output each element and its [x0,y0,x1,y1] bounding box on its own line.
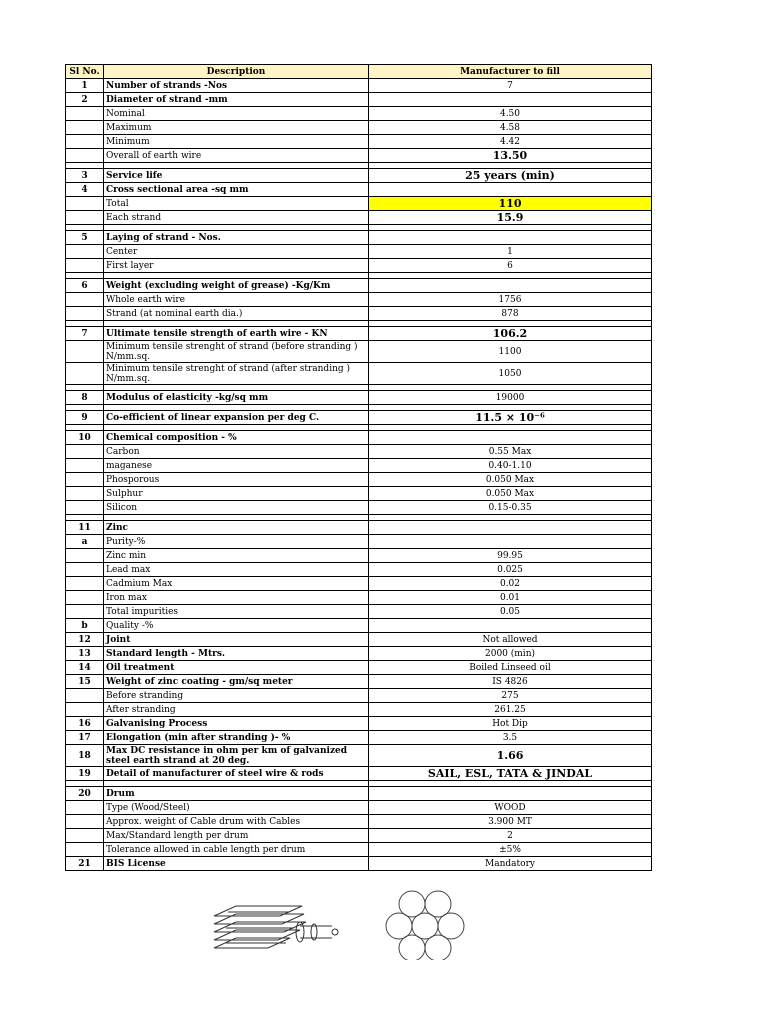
header-manufacturer-to-fill: Manufacturer to fill [369,65,652,79]
value-cell: 1100 [369,341,652,363]
sl-no-cell: 13 [66,647,104,661]
value-cell: 0.02 [369,577,652,591]
description-cell: Service life [104,169,369,183]
value-cell: 11.5 × 10⁻⁶ [369,411,652,425]
value-cell: 6 [369,259,652,273]
table-row [66,183,652,197]
table-row [66,675,652,689]
table-row [66,591,652,605]
sl-no-cell [66,149,104,163]
value-cell: IS 4826 [369,675,652,689]
description-cell: First layer [104,259,369,273]
value-cell: Boiled Linseed oil [369,661,652,675]
table-row [66,445,652,459]
description-cell: Cross sectional area -sq mm [104,183,369,197]
header-description: Description [104,65,369,79]
table-row [66,717,652,731]
table-row [66,605,652,619]
value-cell: 0.025 [369,563,652,577]
sl-no-cell [66,341,104,363]
specification-table [65,64,652,871]
table-row [66,169,652,183]
sl-no-cell [66,703,104,717]
table-row [66,487,652,501]
table-row [66,633,652,647]
sl-no-cell [66,135,104,149]
sl-no-cell [66,829,104,843]
value-cell [369,535,652,549]
value-cell: 0.55 Max [369,445,652,459]
value-cell: ±5% [369,843,652,857]
description-cell: Purity-% [104,535,369,549]
table-row [66,501,652,515]
table-row [66,93,652,107]
table-header-row [66,65,652,79]
table-row [66,563,652,577]
description-cell: Sulphur [104,487,369,501]
table-row [66,745,652,767]
description-cell: Center [104,245,369,259]
sl-no-cell: 19 [66,767,104,781]
value-cell: 0.05 [369,605,652,619]
description-cell: Approx. weight of Cable drum with Cables [104,815,369,829]
sl-no-cell: 5 [66,231,104,245]
description-cell: Zinc [104,521,369,535]
description-cell: Minimum [104,135,369,149]
sl-no-cell: 4 [66,183,104,197]
description-cell: Minimum tensile strenght of strand (before stranding ) N/mm.sq. [104,341,369,363]
value-cell: 261.25 [369,703,652,717]
value-cell [369,93,652,107]
wire-illustrations [0,880,768,960]
value-cell: SAIL, ESL, TATA & JINDAL [369,767,652,781]
sl-no-cell [66,605,104,619]
sl-no-cell [66,459,104,473]
description-cell: Cadmium Max [104,577,369,591]
description-cell: Quality -% [104,619,369,633]
description-cell: Laying of strand - Nos. [104,231,369,245]
description-cell: Type (Wood/Steel) [104,801,369,815]
value-cell: 0.40-1.10 [369,459,652,473]
table-row [66,121,652,135]
table-row [66,829,652,843]
description-cell: Overall of earth wire [104,149,369,163]
table-row [66,689,652,703]
value-cell: 3.900 MT [369,815,652,829]
value-cell [369,521,652,535]
table-row [66,647,652,661]
value-cell: 25 years (min) [369,169,652,183]
table-row [66,619,652,633]
description-cell: Galvanising Process [104,717,369,731]
value-cell [369,787,652,801]
table-row [66,843,652,857]
table-row [66,767,652,781]
sl-no-cell [66,197,104,211]
table-row [66,245,652,259]
sl-no-cell: 7 [66,327,104,341]
value-cell [369,231,652,245]
table-row [66,731,652,745]
description-cell: Carbon [104,445,369,459]
sl-no-cell [66,307,104,321]
seven-strand-cross-section [386,891,464,960]
value-cell: 1756 [369,293,652,307]
value-cell: Mandatory [369,857,652,871]
description-cell: Detail of manufacturer of steel wire & rods [104,767,369,781]
description-cell: Standard length - Mtrs. [104,647,369,661]
description-cell: Weight (excluding weight of grease) -Kg/Km [104,279,369,293]
table-row [66,473,652,487]
table-row [66,149,652,163]
description-cell: Tolerance allowed in cable length per drum [104,843,369,857]
table-row [66,801,652,815]
value-cell: 106.2 [369,327,652,341]
table-row [66,815,652,829]
table-row [66,341,652,363]
value-cell: 99.95 [369,549,652,563]
value-cell [369,279,652,293]
sl-no-cell [66,549,104,563]
description-cell: Total impurities [104,605,369,619]
table-row [66,327,652,341]
value-cell: 110 [369,197,652,211]
stranded-wire-side-view [214,906,338,948]
sl-no-cell [66,591,104,605]
description-cell: Total [104,197,369,211]
sl-no-cell: 14 [66,661,104,675]
sl-no-cell [66,577,104,591]
description-cell: Maximum [104,121,369,135]
description-cell: Chemical composition - % [104,431,369,445]
sl-no-cell: 16 [66,717,104,731]
description-cell: Diameter of strand -mm [104,93,369,107]
description-cell: Lead max [104,563,369,577]
sl-no-cell: 15 [66,675,104,689]
description-cell: Joint [104,633,369,647]
sl-no-cell [66,293,104,307]
sl-no-cell [66,473,104,487]
description-cell: Number of strands -Nos [104,79,369,93]
table-row [66,279,652,293]
description-cell: Each strand [104,211,369,225]
table-row [66,521,652,535]
value-cell: 0.050 Max [369,487,652,501]
description-cell: BIS License [104,857,369,871]
description-cell: Zinc min [104,549,369,563]
value-cell: 4.42 [369,135,652,149]
value-cell: 2000 (min) [369,647,652,661]
value-cell: 1.66 [369,745,652,767]
sl-no-cell [66,121,104,135]
value-cell: 2 [369,829,652,843]
sl-no-cell [66,843,104,857]
description-cell: Ultimate tensile strength of earth wire - KN [104,327,369,341]
table-row [66,411,652,425]
sl-no-cell: 11 [66,521,104,535]
table-row [66,259,652,273]
value-cell: 19000 [369,391,652,405]
sl-no-cell: 12 [66,633,104,647]
sl-no-cell: 9 [66,411,104,425]
value-cell: 7 [369,79,652,93]
description-cell: Iron max [104,591,369,605]
value-cell [369,183,652,197]
header-sl-no: Sl No. [66,65,104,79]
sl-no-cell: 1 [66,79,104,93]
description-cell: Co-efficient of linear expansion per deg C. [104,411,369,425]
value-cell: 4.50 [369,107,652,121]
description-cell: Oil treatment [104,661,369,675]
table-row [66,293,652,307]
sl-no-cell [66,689,104,703]
description-cell: Max DC resistance in ohm per km of galvanized steel earth strand at 20 deg. [104,745,369,767]
value-cell: 1 [369,245,652,259]
description-cell: Weight of zinc coating - gm/sq meter [104,675,369,689]
sl-no-cell: 20 [66,787,104,801]
description-cell: Minimum tensile strenght of strand (after stranding ) N/mm.sq. [104,363,369,385]
sl-no-cell [66,815,104,829]
description-cell: Drum [104,787,369,801]
table-row [66,857,652,871]
sl-no-cell [66,445,104,459]
sl-no-cell [66,487,104,501]
value-cell: 4.58 [369,121,652,135]
value-cell: WOOD [369,801,652,815]
table-row [66,211,652,225]
value-cell: Hot Dip [369,717,652,731]
value-cell: Not allowed [369,633,652,647]
description-cell: maganese [104,459,369,473]
table-row [66,549,652,563]
value-cell: 15.9 [369,211,652,225]
description-cell: Modulus of elasticity -kg/sq mm [104,391,369,405]
sl-no-cell: 10 [66,431,104,445]
table-row [66,661,652,675]
description-cell: Elongation (min after stranding )- % [104,731,369,745]
description-cell: Max/Standard length per drum [104,829,369,843]
description-cell: Whole earth wire [104,293,369,307]
description-cell: Silicon [104,501,369,515]
value-cell [369,619,652,633]
sl-no-cell [66,259,104,273]
description-cell: Nominal [104,107,369,121]
table-row [66,135,652,149]
value-cell: 0.050 Max [369,473,652,487]
sl-no-cell [66,501,104,515]
description-cell: Before stranding [104,689,369,703]
table-row [66,307,652,321]
value-cell: 878 [369,307,652,321]
value-cell: 275 [369,689,652,703]
sl-no-cell [66,563,104,577]
sl-no-cell: a [66,535,104,549]
table-row [66,231,652,245]
figures-area [0,880,768,960]
table-row [66,197,652,211]
sl-no-cell: 8 [66,391,104,405]
table-row [66,577,652,591]
sl-no-cell [66,801,104,815]
table-row [66,391,652,405]
table-row [66,107,652,121]
sl-no-cell [66,107,104,121]
value-cell: 13.50 [369,149,652,163]
sl-no-cell: 2 [66,93,104,107]
sl-no-cell [66,211,104,225]
description-cell: Phosporous [104,473,369,487]
sl-no-cell: 18 [66,745,104,767]
sl-no-cell: 3 [66,169,104,183]
table-row [66,459,652,473]
sl-no-cell [66,245,104,259]
value-cell: 1050 [369,363,652,385]
sl-no-cell: 21 [66,857,104,871]
description-cell: After stranding [104,703,369,717]
sl-no-cell [66,363,104,385]
table-row [66,363,652,385]
table-row [66,787,652,801]
value-cell: 0.01 [369,591,652,605]
value-cell: 0.15-0.35 [369,501,652,515]
sl-no-cell: b [66,619,104,633]
description-cell: Strand (at nominal earth dia.) [104,307,369,321]
table-row [66,535,652,549]
table-row [66,79,652,93]
table-row [66,703,652,717]
sl-no-cell: 17 [66,731,104,745]
sl-no-cell: 6 [66,279,104,293]
table-row [66,431,652,445]
value-cell: 3.5 [369,731,652,745]
value-cell [369,431,652,445]
